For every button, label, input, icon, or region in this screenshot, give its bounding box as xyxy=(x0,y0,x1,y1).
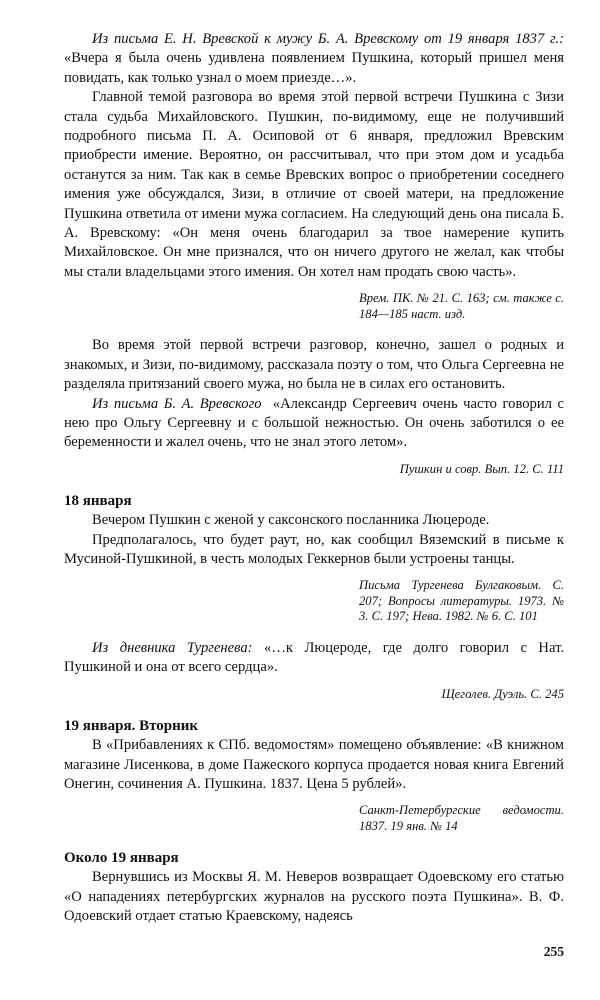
diary-quote xyxy=(64,639,564,678)
source-citation: Санкт-Петербургские ведомости. 1837. 19 янв. № 14 xyxy=(359,803,564,833)
source-citation: Пушкин и совр. Вып. 12. С. 111 xyxy=(399,461,564,476)
date-heading: 18 января xyxy=(64,493,132,510)
page-number: 255 xyxy=(543,944,564,959)
source-citation: Письма Тургенева Булгаковым. С. 207; Вопросы литературы. 1973. № 3. С. 197; Нева. 1982. № 6. С. 101 xyxy=(359,578,564,624)
paragraph-mikhailovskoe: Главной темой разговора во время этой первой встречи Пушкина с Зизи стала судьба Михайловского. Пушкин, по-видимому, еще не получивший подробного письма П. А. Осиповой от 6 января, предложил Вревским приобрести имение. Вероятно, он рассчитывал, что при этом дом и усадьба останутся за ним. Так как в семье Вревских вопрос о приобретении соседнего имения уже обсуждался, Зизи, в отличие от своей матери, на предложение Пушкина ответила от имени мужа согласием. На следующий день она писала Б. А. Вревскому: «Он меня очень благодарил за твое намерение купить Михайловское. Он мне признался, что он ничего другого не желал, как чтобы мы стали владельцами этого имения. Он хотел нам продать свою часть». xyxy=(64,89,564,280)
letter-text: «Вчера я была очень удивлена появлением Пушкина, который пришел меня повидать, как только узнал о моем приезде…». xyxy=(64,50,564,86)
letter-quote-vrevsky xyxy=(64,395,564,453)
paragraph-relatives: Во время этой первой встречи разговор, конечно, зашел о родных и знакомых, и Зизи, по-видимому, рассказала поэту о том, что Ольга Сергеевна не разделяла притязаний своего мужа, но была не в силах его остановить. xyxy=(64,337,564,393)
paragraph-entry: Вернувшись из Москвы Я. М. Неверов возвращает Одоевскому его статью «О нападениях петербургских журналов на русского поэта Пушкина». В. Ф. Одоевский отдает статью Краевскому, надеясь xyxy=(64,869,564,925)
letter-intro: Из письма Е. Н. Вревской к мужу Б. А. Вревскому от 19 января 1837 г.: xyxy=(92,31,564,47)
paragraph-entry: В «Прибавлениях к СПб. ведомостям» помещено объявление: «В книжном магазине Лисенкова, в доме Пажеского корпуса продается новая книга Евгений Онегин, сочинения А. Пушкина. 1837. Цена 5 рублей». xyxy=(64,737,564,793)
diary-text: «…к Люцероде, где долго говорил с Нат. Пушкиной и она от всего сердца». xyxy=(64,639,564,676)
paragraph-entry: Предполагалось, что будет раут, но, как сообщил Вяземский в письме к Мусиной-Пушкиной, в честь молодых Геккернов были устроены танцы. xyxy=(64,531,564,568)
date-heading: Около 19 января xyxy=(64,850,179,867)
diary-intro: Из дневника Тургенева: xyxy=(92,639,253,656)
source-citation: Врем. ПК. № 21. С. 163; см. также с. 184—185 наст. изд. xyxy=(359,291,564,321)
date-heading: 19 января. Вторник xyxy=(64,718,199,735)
source-citation: Щеголев. Дуэль. С. 245 xyxy=(441,686,564,701)
letter-text: «Александр Сергеевич очень часто говорил с нею про Ольгу Сергеевну и с большой нежностью. Он очень заботился о ее беременности и жалел очень, что не знал этого летом». xyxy=(64,395,565,451)
letter-intro: Из письма Б. А. Вревского xyxy=(92,395,262,412)
paragraph-entry: Вечером Пушкин с женой у саксонского посланника Люцероде. xyxy=(92,512,490,529)
letter-quote-vrevskaya xyxy=(64,30,564,88)
